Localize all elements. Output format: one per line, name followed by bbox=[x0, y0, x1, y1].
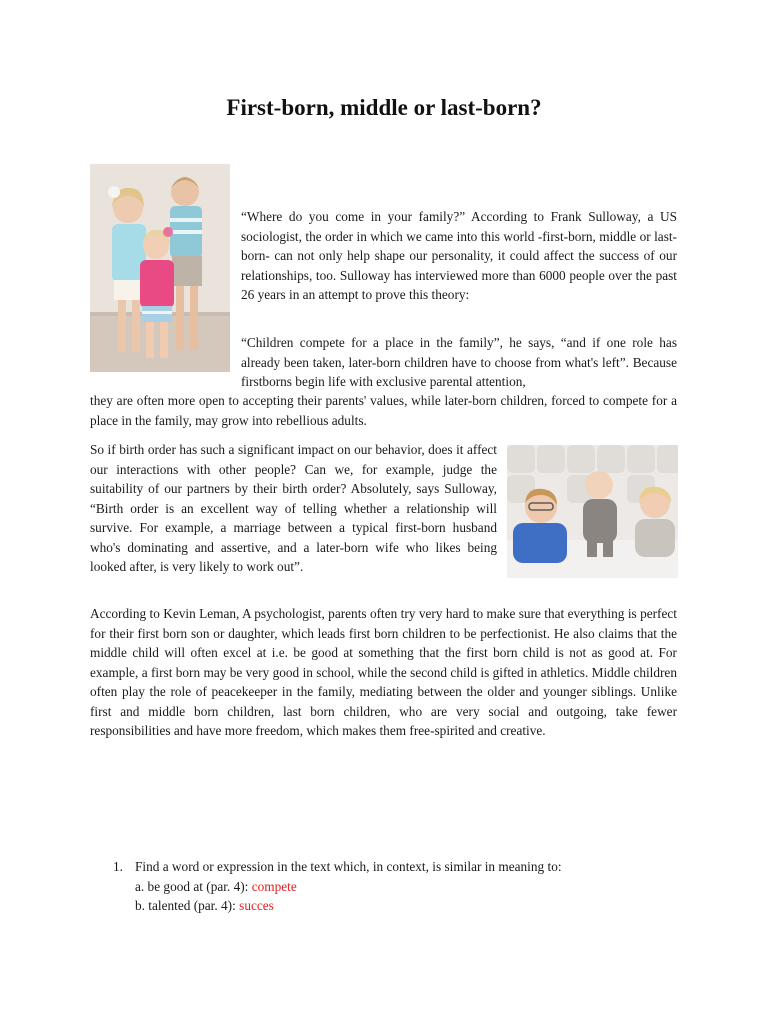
question-1a-answer: compete bbox=[251, 878, 297, 894]
paragraph-2-full: they are often more open to accepting their parents' values, while later-born children, forced to compete for a place in the family, may grow into rebellious adults. bbox=[90, 393, 677, 428]
question-1a-label: a. be good at (par. 4): bbox=[135, 878, 249, 894]
question-1 bbox=[113, 857, 673, 877]
question-1b-answer: succes bbox=[239, 898, 274, 913]
paragraph-3: So if birth order has such a significant impact on our behavior, does it affect our interactions with other people? Can we, for example, judge the suitability of our partners by their birth order? Absolutely, says Sulloway, “Birth order is an excellent way of telling whether a relationship will survive. For example, a marriage between a typical first-born husband who's dominating and assertive, and a later-born wife who likes being looked after, is very likely to work out”. bbox=[90, 442, 497, 574]
question-1b-label: b. talented (par. 4): bbox=[135, 898, 236, 913]
page-title: First-born, middle or last-born? bbox=[226, 95, 542, 120]
question-block bbox=[113, 857, 673, 916]
paragraph-2-wrap: “Children compete for a place in the family”, he says, “and if one role has already been taken, later-born children have to choose from what's left”. Because firstborns begin life with exclusive parental attention, bbox=[241, 335, 677, 389]
question-text: Find a word or expression in the text which, in context, is similar in meaning to: bbox=[135, 859, 562, 874]
question-1a bbox=[113, 877, 673, 897]
question-1b bbox=[113, 896, 673, 916]
paragraph-1: “Where do you come in your family?” According to Frank Sulloway, a US sociologist, the order in which we came into this world -first-born, middle or last-born- can not only help shape our personality, it could affect the success of our relationships, too. Sulloway has interviewed more than 6000 people over the past 26 years in an attempt to prove this theory: bbox=[241, 209, 677, 302]
paragraph-4: According to Kevin Leman, A psychologist, parents often try very hard to make sure that everything is perfect for their first born son or daughter, which leads first born children to be perfectionist. He also claims that the middle child will often excel at i.e. be good at something that the first born child is not as good at. For example, a first born may be very good in school, while the second child is gifted in athletics. Middle children often play the role of peacekeeper in the family, mediating between the older and younger siblings. Unlike first and middle born children, last born children, who are very social and outgoing, take fewer responsibilities and have more freedom, which makes them free-spirited and creative. bbox=[90, 606, 677, 738]
children-sitting-photo bbox=[507, 445, 678, 578]
children-standing-photo bbox=[90, 164, 230, 372]
question-number: 1. bbox=[113, 859, 123, 874]
